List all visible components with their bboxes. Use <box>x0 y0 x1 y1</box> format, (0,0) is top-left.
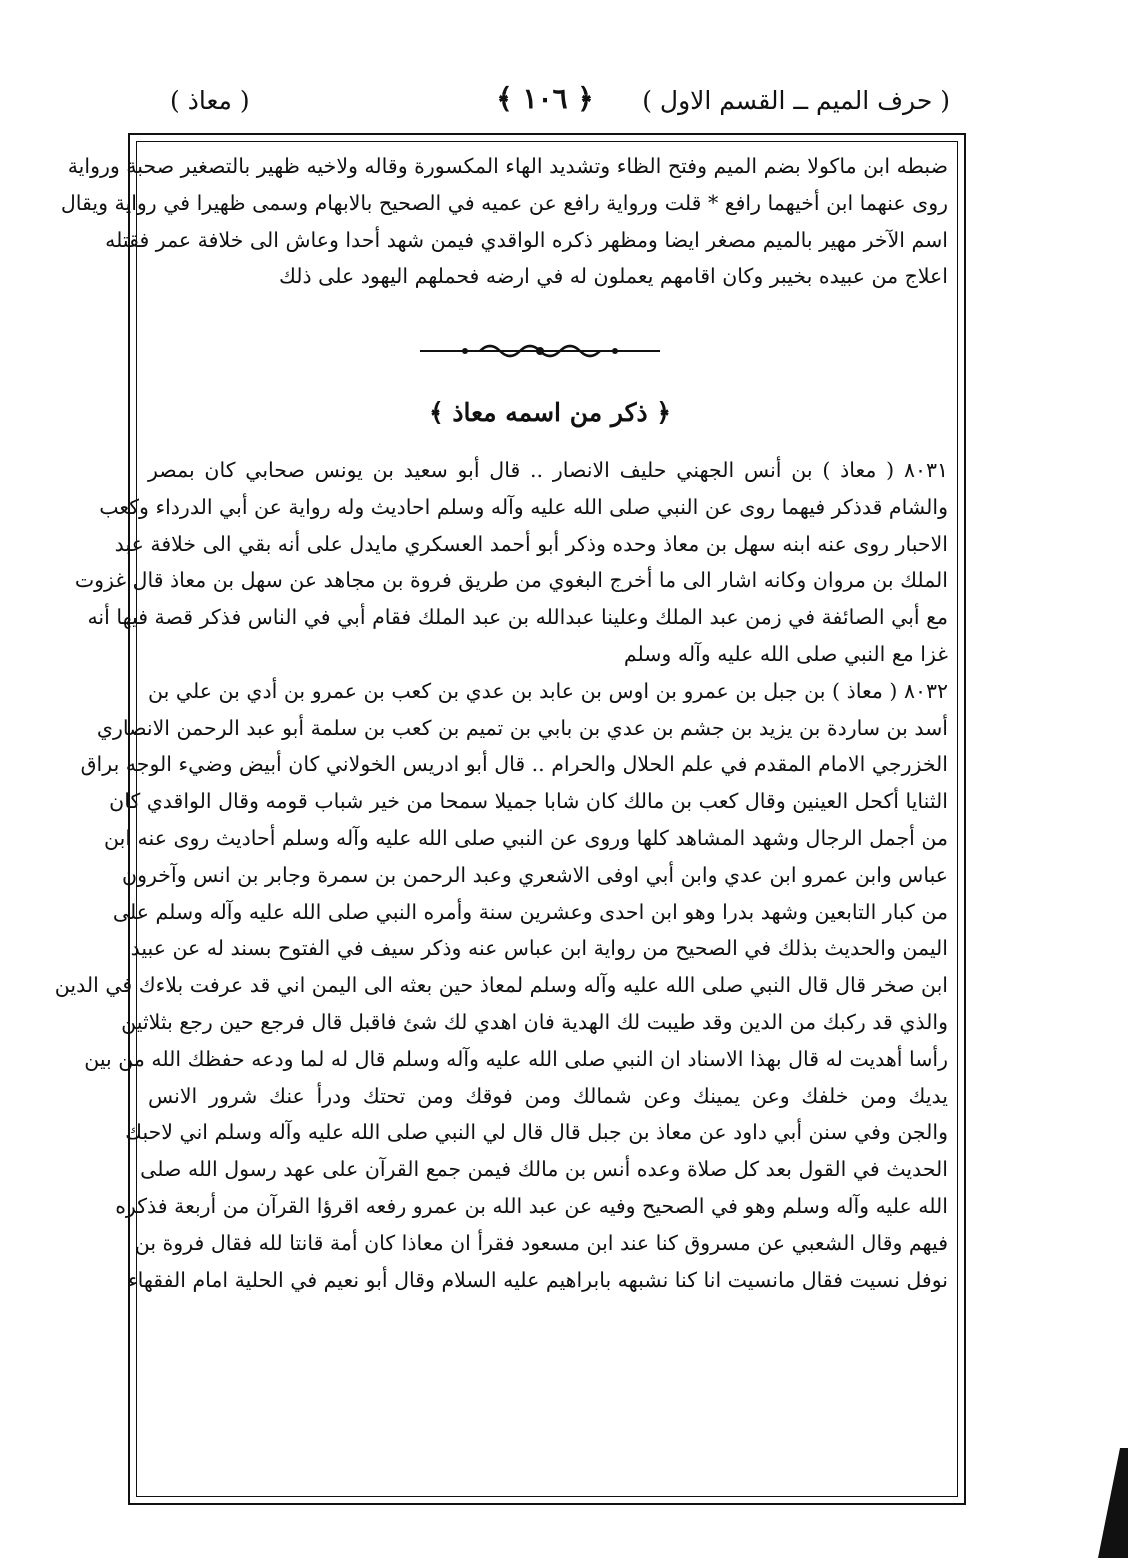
text-line: مع أبي الصائفة في زمن عبد الملك وعلينا عبدالله بن عبد الملك فقام أبي في الناس فذكر قصة فيها أنه <box>87 605 948 630</box>
scan-edge-mark <box>1098 1448 1128 1558</box>
text-line: اسم الآخر مهير بالميم مصغر ايضا ومظهر ذكره الواقدي فيمن شهد أحدا وعاش الى خلافة عمر فقتله <box>105 227 948 252</box>
page-number: ﴿ ١٠٦ ﴾ <box>496 82 594 115</box>
text-line: ٨٠٣٢ ( معاذ ) بن جبل بن عمرو بن اوس بن عابد بن عدي بن كعب بن عمرو بن أدي بن علي بن <box>148 678 948 703</box>
intro-paragraph <box>60 148 948 295</box>
text-line: روى عنهما ابن أخيهما رافع * قلت ورواية رافع عن عميه في الصحيح بالابهام وسمى ظهيرا في رواية ويقال <box>60 190 948 215</box>
text-line: من أجمل الرجال وشهد المشاهد كلها وروى عن النبي صلى الله عليه وآله وسلم أحاديث روى عنه ابن <box>104 825 948 850</box>
text-line: يديك ومن خلفك وعن يمينك وعن شمالك ومن فوقك ومن تحتك ودرأ عنك شرور الانس <box>148 1083 948 1108</box>
text-line: ابن صخر قال قال النبي صلى الله عليه وآله وسلم لمعاذ حين بعثه الى اليمن اني قد عرفت بلاءك في الدين <box>54 973 948 998</box>
entries-body <box>54 452 948 1298</box>
text-line: الحديث في القول بعد كل صلاة وعده أنس بن مالك فيمن جمع القرآن على عهد رسول الله صلى <box>140 1157 948 1182</box>
text-line: والجن وفي سنن أبي داود عن معاذ بن جبل قال قال لي النبي صلى الله عليه وآله وسلم اني لاحبك <box>125 1120 948 1145</box>
text-line: عباس وابن عمرو ابن عدي وابن أبي اوفى الاشعري وعبد الرحمن بن سمرة وجابر بن انس وآخرون <box>122 862 948 887</box>
section-heading: ﴿ ذكر من اسمه معاذ ﴾ <box>428 398 672 427</box>
text-line: غزا مع النبي صلى الله عليه وآله وسلم <box>623 641 948 666</box>
page-header <box>140 78 950 128</box>
text-line: فيهم وقال الشعبي عن مسروق كنا عند ابن مسعود فقرأ ان معاذا كان أمة قانتا لله فقال فروة بن <box>134 1230 948 1255</box>
text-line: نوفل نسيت فقال مانسيت انا كنا نشبهه بابراهيم عليه السلام وقال أبو نعيم في الحلية امام الفقهاء <box>127 1267 948 1292</box>
text-line: الله عليه وآله وسلم وهو في الصحيح وفيه عن عبد الله بن عمرو رفعه اقرؤا القرآن من أربعة فذكره <box>115 1193 948 1218</box>
text-line: الخزرجي الامام المقدم في علم الحلال والحرام .. قال أبو ادريس الخولاني كان أبيض وضيء الوجه براق <box>80 752 948 777</box>
ornament-divider <box>420 340 660 362</box>
text-line: من كبار التابعين وشهد بدرا وهو ابن احدى وعشرين سنة وأمره النبي صلى الله عليه وآله وسلم على <box>112 899 948 924</box>
text-line: الاحبار روى عنه ابنه سهل بن معاذ وحده وذكر أبو أحمد العسكري مايدل على أنه بقي الى خلافة عبد <box>114 531 948 556</box>
text-line: الملك بن مروان وكانه اشار الى ما أخرج البغوي من طريق فروة بن مجاهد عن سهل بن معاذ قال غزوت <box>74 568 948 593</box>
text-line: والذي قد ركبك من الدين وقد طيبت لك الهدية فان اهدي لك شئ فاقبل قال فرجع حين رجع بثلاثين <box>121 1009 948 1034</box>
text-line: ضبطه ابن ماكولا بضم الميم وفتح الظاء وتشديد الهاء المكسورة وقاله ولاخيه ظهير بالتصغير صحبة ورواية <box>67 154 948 178</box>
running-head-entry: ( معاذ ) <box>170 86 250 115</box>
text-line: رأسا أهديت له قال بهذا الاسناد ان النبي صلى الله عليه وآله وسلم قال له لما ودعه حفظك الله من بين <box>84 1046 948 1071</box>
text-line: اعلاج من عبيده بخيبر وكان اقامهم يعملون له في ارضه فحملهم اليهود على ذلك <box>278 264 948 289</box>
text-line: والشام قدذكر فيهما روى عن النبي صلى الله عليه وآله وسلم احاديث وله رواية عن أبي الدرداء وكعب <box>99 494 948 519</box>
running-head-section: ( حرف الميم ــ القسم الاول ) <box>642 86 950 115</box>
text-line: اليمن والحديث بذلك في الصحيح من رواية ابن عباس عنه وذكر سيف في الفتوح بسند له عن عبيد <box>130 936 948 961</box>
text-line: ٨٠٣١ ( معاذ ) بن أنس الجهني حليف الانصار .. قال أبو سعيد بن يونس صحابي كان بمصر <box>148 458 948 482</box>
text-line: الثنايا أكحل العينين وقال كعب بن مالك كان شابا جميلا سمحا من خير شباب قومه وقال الواقدي كان <box>109 789 948 814</box>
text-line: أسد بن ساردة بن يزيد بن جشم بن عدي بن بابي بن تميم بن كعب بن سلمة أبو عبد الرحمن الانصاري <box>96 715 948 740</box>
